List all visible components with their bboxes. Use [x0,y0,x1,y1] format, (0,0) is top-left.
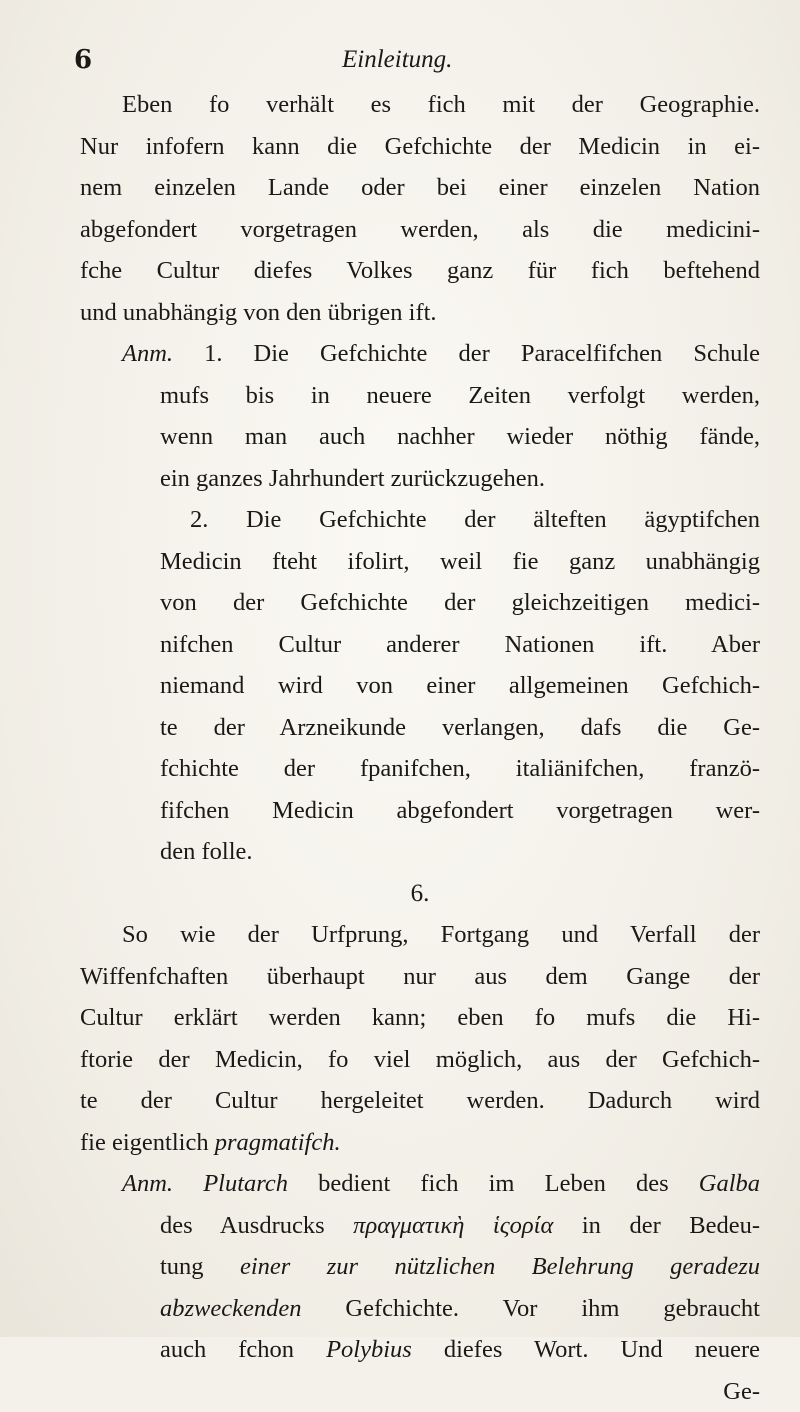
text-line: den folle. [80,831,760,873]
note-1 [80,333,760,499]
text-line: auch fchon Polybius diefes Wort. Und neuere [80,1329,760,1371]
text-line: Eben fo verhält es fich mit der Geographie. [80,84,760,126]
note-2 [80,499,760,873]
text-line: fie eigentlich pragmatifch. [80,1122,760,1164]
text-line: fchichte der fpanifchen, italiänifchen, franzö- [80,748,760,790]
section-number: 6. [80,873,760,915]
text-line: mufs bis in neuere Zeiten verfolgt werden, [80,375,760,417]
text-line: und unabhängig von den übrigen ift. [80,292,760,334]
paragraph-section-6 [80,914,760,1163]
text-line: ein ganzes Jahrhundert zurückzugehen. [80,458,760,500]
text-line: wenn man auch nachher wieder nöthig fände, [80,416,760,458]
text-line: Wiffenfchaften überhaupt nur aus dem Gange der [80,956,760,998]
text-line: 2. Die Gefchichte der älteften ägyptifchen [80,499,760,541]
page-header [80,36,760,84]
text-line: niemand wird von einer allgemeinen Gefchich- [80,665,760,707]
text-line: Anm. Plutarch bedient fich im Leben des Galba [80,1163,760,1205]
text-line: Medicin fteht ifolirt, weil fie ganz unabhängig [80,541,760,583]
text-line: nifchen Cultur anderer Nationen ift. Aber [80,624,760,666]
text-line: abgefondert vorgetragen werden, als die medicini- [80,209,760,251]
emphasis: pragmatifch. [215,1129,341,1156]
text-line: abzweckenden Gefchichte. Vor ihm gebraucht [80,1288,760,1330]
text-line: ftorie der Medicin, fo viel möglich, aus der Gefchich- [80,1039,760,1081]
page-number: 6 [74,36,92,84]
greek-phrase: πραγματικὴ ἱςορία [353,1212,553,1239]
text-line: te der Cultur hergeleitet werden. Dadurch wird [80,1080,760,1122]
note-label: Anm. [122,1170,173,1197]
catchword: Ge- [80,1371,760,1412]
paragraph-section-5-end [80,84,760,333]
page-body [80,84,760,1412]
text-line: So wie der Urfprung, Fortgang und Verfall der [80,914,760,956]
text-line: te der Arzneikunde verlangen, dafs die Ge- [80,707,760,749]
text-line: nem einzelen Lande oder bei einer einzelen Nation [80,167,760,209]
text-line: fifchen Medicin abgefondert vorgetragen wer- [80,790,760,832]
note-label: Anm. [122,340,173,367]
text-line: von der Gefchichte der gleichzeitigen medici- [80,582,760,624]
text-line: Cultur erklärt werden kann; eben fo mufs die Hi- [80,997,760,1039]
running-title: Einleitung. [342,36,452,84]
text-line: Anm. 1. Die Gefchichte der Paracelfifchen Schule [80,333,760,375]
text-line: tung einer zur nützlichen Belehrung geradezu [80,1246,760,1288]
note-3 [80,1163,760,1371]
text-line: fche Cultur diefes Volkes ganz für fich beftehend [80,250,760,292]
text-line: des Ausdrucks πραγματικὴ ἱςορία in der Bedeu- [80,1205,760,1247]
text-line: Nur infofern kann die Gefchichte der Medicin in ei- [80,126,760,168]
